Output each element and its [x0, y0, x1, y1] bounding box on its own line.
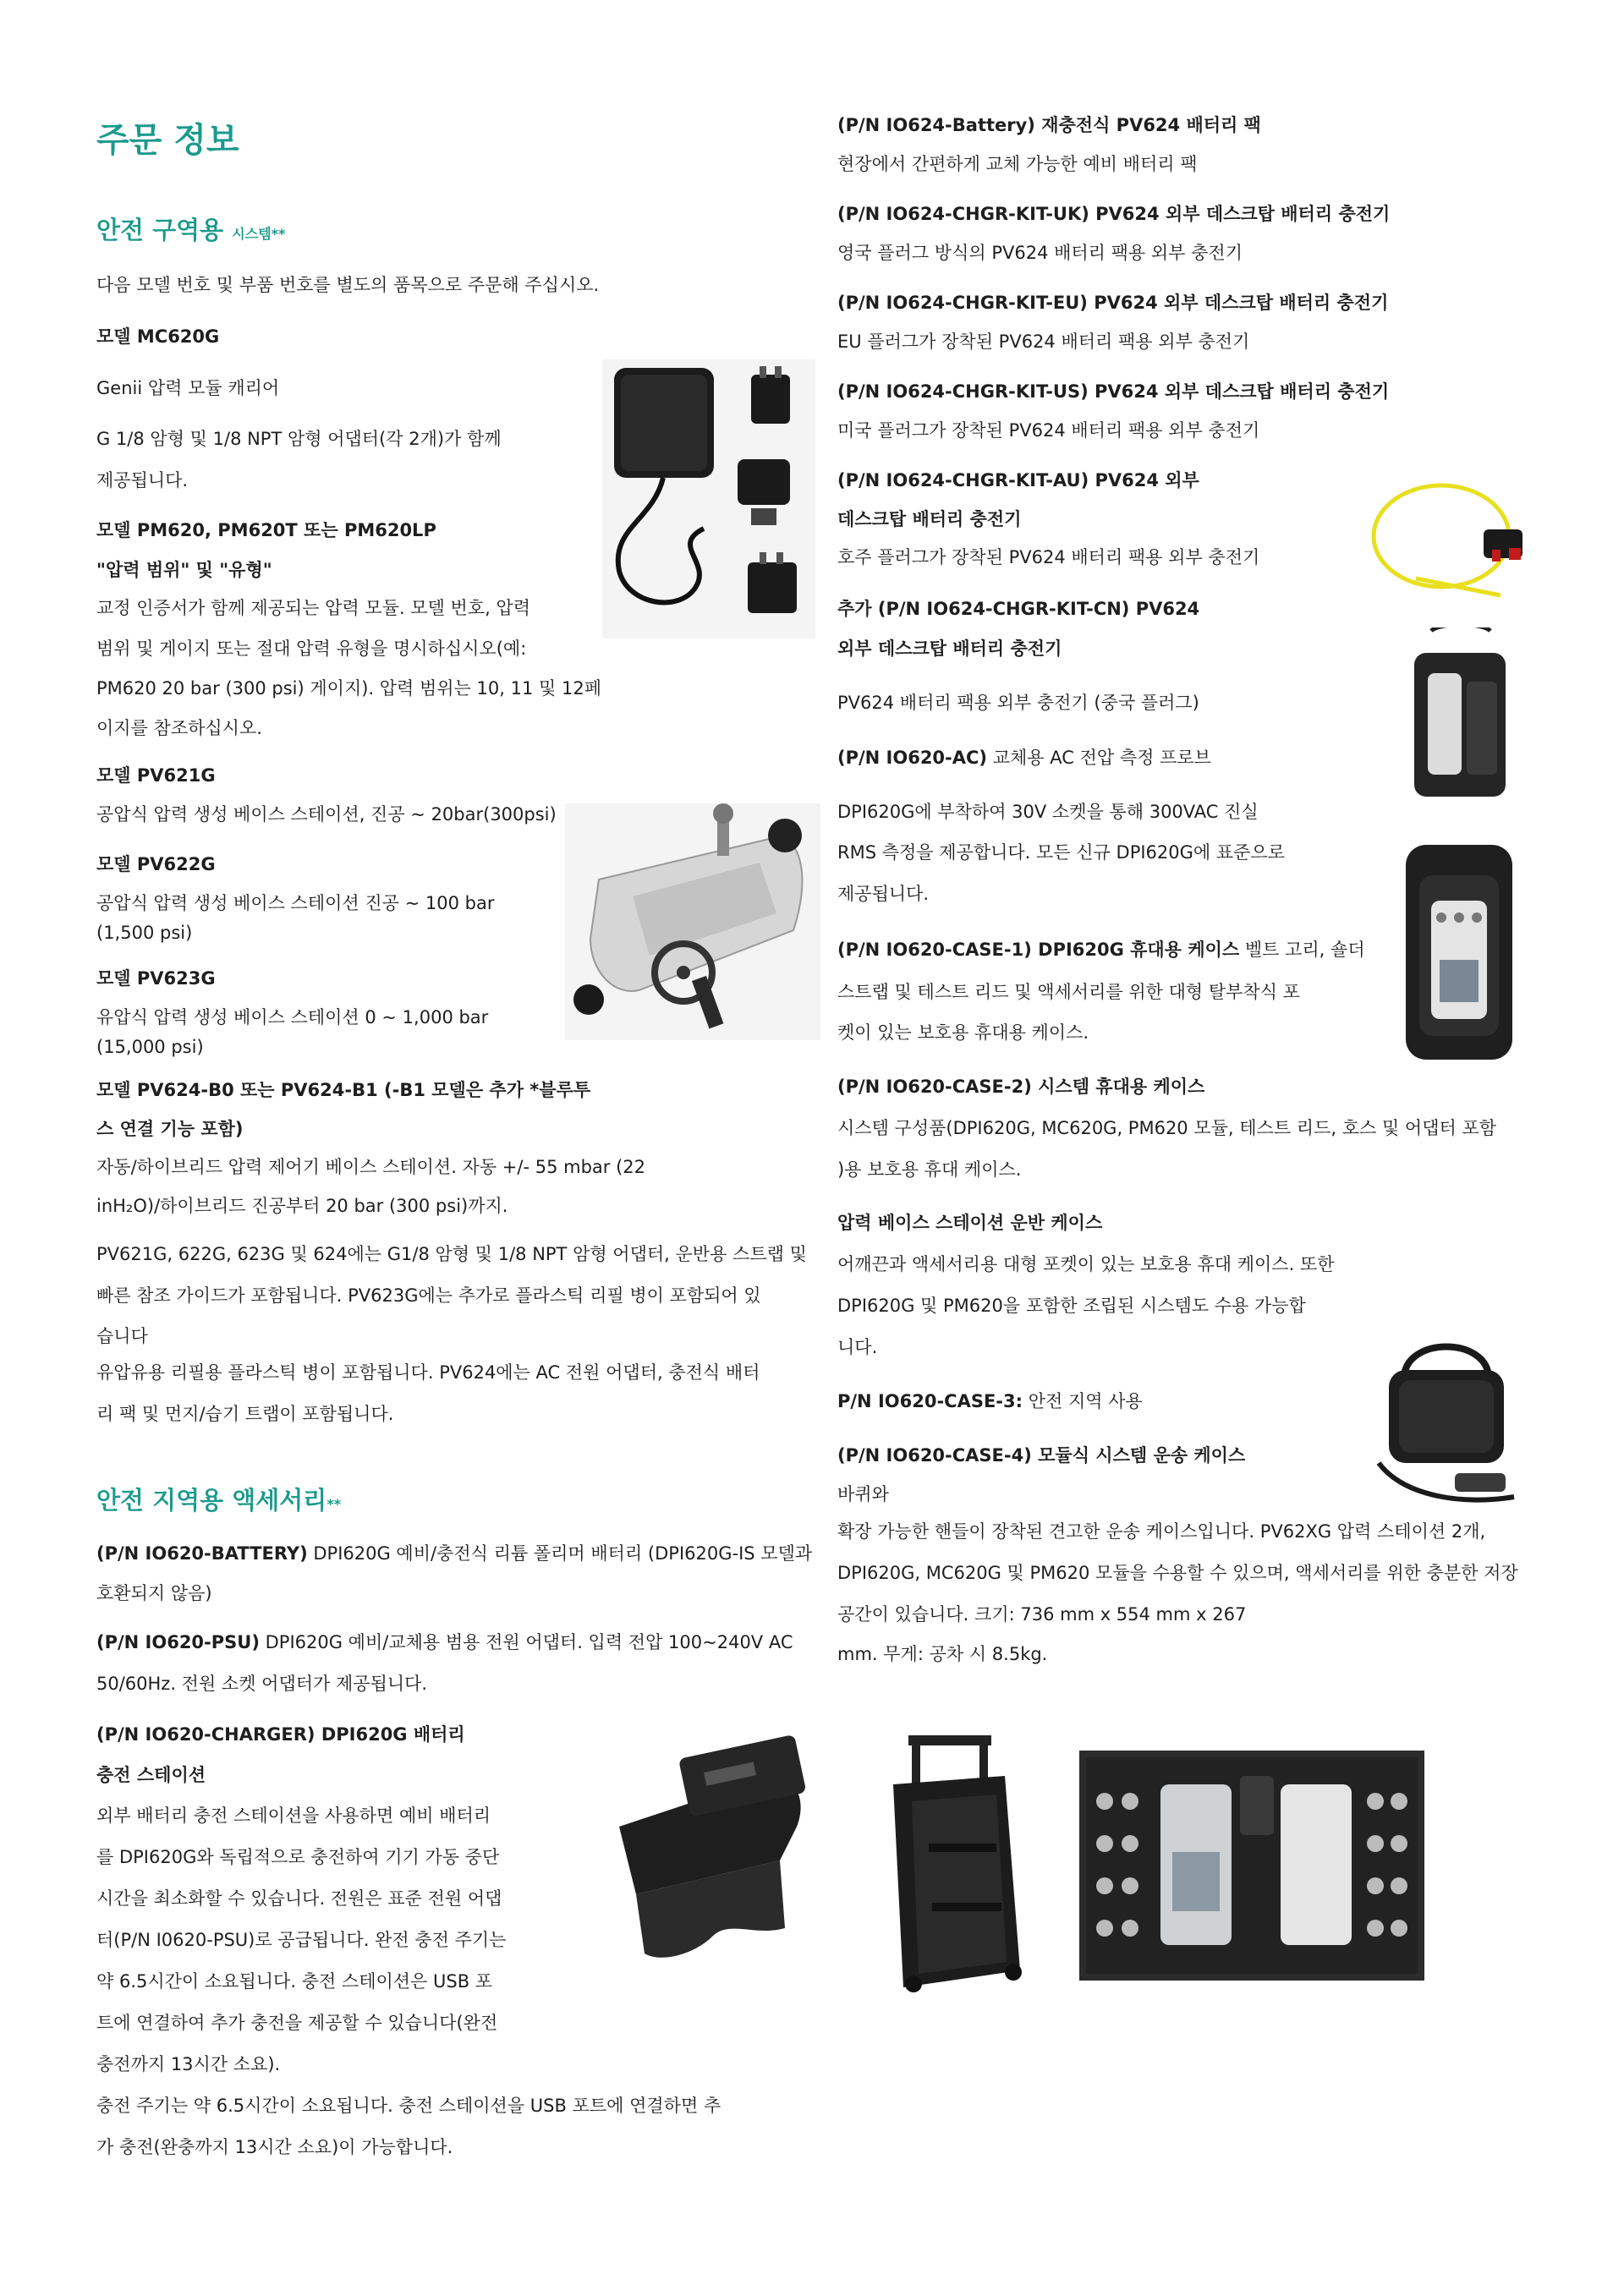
case2-title: (P/N IO620-CASE-2) 시스템 휴대용 케이스: [837, 1077, 1205, 1097]
case1-line-2: 스트랩 및 테스트 리드 및 액세서리를 위한 대형 탈부착식 포: [837, 982, 1300, 1002]
chgr-cn-desc: PV624 배터리 팩용 외부 충전기 (중국 플러그): [837, 693, 1199, 713]
io620-psu-line-2: 50/60Hz. 전원 소켓 어댑터가 제공됩니다.: [96, 1674, 428, 1694]
io624-battery-title: (P/N IO624-Battery) 재충전식 PV624 배터리 팩: [837, 115, 1261, 135]
charger-station-image: [585, 1725, 819, 1970]
io620-ac-desc-1: DPI620G에 부착하여 30V 소켓을 통해 300VAC 진실: [837, 802, 1259, 822]
chgr-au-title-2: 데스크탑 배터리 충전기: [837, 509, 1022, 529]
chgr-cn-title-2: 외부 데스크탑 배터리 충전기: [837, 638, 1062, 659]
pv623-title: 모델 PV623G: [96, 968, 216, 989]
base-station-case-image: [1370, 1328, 1519, 1522]
pv624-desc-2: inH₂O)/하이브리드 진공부터 20 bar (300 psi)까지.: [96, 1196, 508, 1216]
power-adapter-image: [602, 359, 815, 638]
charger-desc-6: 트에 연결하여 추가 충전을 제공할 수 있습니다(완전: [96, 2013, 498, 2033]
case2-desc-1: 시스템 구성품(DPI620G, MC620G, PM620 모듈, 테스트 리드, 호스 및 어댑터 포함: [837, 1118, 1497, 1138]
mc620g-title: 모델 MC620G: [96, 326, 220, 347]
case1-line-1: (P/N IO620-CASE-1) DPI620G 휴대용 케이스 벨트 고리, 숄더: [837, 940, 1365, 960]
charger-desc-9: 가 충전(완충까지 13시간 소요)이 가능합니다.: [96, 2137, 453, 2157]
ac-probe-image: [1365, 469, 1543, 612]
pm620-desc-4: 이지를 참조하십시오.: [96, 718, 262, 738]
pv623-desc-1: 유압식 압력 생성 베이스 스테이션 0 ~ 1,000 bar: [96, 1007, 489, 1027]
chgr-eu-title: (P/N IO624-CHGR-KIT-EU) PV624 외부 데스크탑 배터리 충전기: [837, 293, 1389, 313]
safe-zone-heading: 안전 구역용 시스템**: [96, 216, 286, 244]
pv622-desc-2: (1,500 psi): [96, 923, 193, 943]
pv-note-5: 리 팩 및 먼지/습기 트랩이 포함됩니다.: [96, 1404, 394, 1424]
pm620-subtitle: "압력 범위" 및 "유형": [96, 560, 272, 580]
base-case-title: 압력 베이스 스테이션 운반 케이스: [837, 1213, 1103, 1233]
chgr-uk-desc: 영국 플러그 방식의 PV624 배터리 팩용 외부 충전기: [837, 243, 1243, 263]
pv621-desc-1: 공압식 압력 생성 베이스 스테이션, 진공 ~ 20bar(300psi): [96, 804, 557, 825]
charger-desc-1: 외부 배터리 충전 스테이션을 사용하면 예비 배터리: [96, 1806, 491, 1826]
pm620-desc-2: 범위 및 게이지 또는 절대 압력 유형을 명시하십시오(예:: [96, 638, 527, 659]
pv624-title-2: 스 연결 기능 포함): [96, 1119, 244, 1139]
mc620g-desc-1: Genii 압력 모듈 캐리어: [96, 378, 280, 398]
io620-ac-desc-3: 제공됩니다.: [837, 884, 930, 904]
mc620g-desc-2: G 1/8 암형 및 1/8 NPT 암형 어댑터(각 2개)가 함께: [96, 429, 502, 449]
chgr-us-title: (P/N IO624-CHGR-KIT-US) PV624 외부 데스크탑 배터리 충전기: [837, 381, 1390, 402]
case4-desc-5: mm. 무게: 공차 시 8.5kg.: [837, 1644, 1048, 1664]
charger-desc-7: 충전까지 13시간 소요).: [96, 2054, 281, 2074]
charger-desc-3: 시간을 최소화할 수 있습니다. 전원은 표준 전원 어댑: [96, 1888, 502, 1909]
charger-desc-4: 터(P/N I0620-PSU)로 공급됩니다. 완전 충전 주기는: [96, 1930, 507, 1950]
safe-zone-heading-sub: 시스템**: [232, 226, 286, 242]
accessories-heading: 안전 지역용 액세서리**: [96, 1486, 342, 1515]
io620-battery-line-2: 호환되지 않음): [96, 1583, 212, 1603]
pv621-title: 모델 PV621G: [96, 765, 216, 786]
mc620g-desc-3: 제공됩니다.: [96, 470, 189, 490]
pressure-pump-image: [565, 803, 820, 1040]
io620-ac-title: (P/N IO620-AC) 교체용 AC 전압 측정 프로브: [837, 748, 1211, 768]
carrying-case-1-image: [1406, 627, 1514, 803]
chgr-uk-title: (P/N IO624-CHGR-KIT-UK) PV624 외부 데스크탑 배터리 충전기: [837, 204, 1391, 224]
io620-battery-line-1: (P/N IO620-BATTERY) DPI620G 예비/충전식 리튬 폴리머 배터리 (DPI620G-IS 모델과: [96, 1543, 813, 1564]
pv624-title-1: 모델 PV624-B0 또는 PV624-B1 (-B1 모델은 추가 *블루투: [96, 1080, 591, 1100]
pv624-desc-1: 자동/하이브리드 압력 제어기 베이스 스테이션. 자동 +/- 55 mbar (22: [96, 1157, 646, 1177]
open-transport-case-image: [1079, 1751, 1424, 1981]
pv-note-3: 습니다: [96, 1326, 148, 1346]
base-case-desc-2: DPI620G 및 PM620을 포함한 조립된 시스템도 수용 가능합: [837, 1296, 1306, 1316]
case4-desc-3: DPI620G, MC620G 및 PM620 모듈을 수용할 수 있으며, 액세서리를 위한 충분한 저장: [837, 1563, 1518, 1583]
pv-note-4: 유압유용 리필용 플라스틱 병이 포함됩니다. PV624에는 AC 전원 어댑터, 충전식 배터: [96, 1362, 760, 1383]
chgr-eu-desc: EU 플러그가 장착된 PV624 배터리 팩용 외부 충전기: [837, 332, 1250, 352]
rolling-case-image: [878, 1725, 1029, 1996]
pv622-title: 모델 PV622G: [96, 854, 216, 874]
charger-title-2: 충전 스테이션: [96, 1765, 206, 1785]
charger-desc-8: 충전 주기는 약 6.5시간이 소요됩니다. 충전 스테이션을 USB 포트에 연결하면 추: [96, 2096, 721, 2116]
accessories-heading-sub: **: [326, 1496, 342, 1512]
io620-ac-desc-2: RMS 측정을 제공합니다. 모든 신규 DPI620G에 표준으로: [837, 842, 1286, 863]
pm620-title: 모델 PM620, PM620T 또는 PM620LP: [96, 520, 436, 540]
pv622-desc-1: 공압식 압력 생성 베이스 스테이션 진공 ~ 100 bar: [96, 893, 495, 913]
open-case-image: [1402, 841, 1516, 1063]
case3-line: P/N IO620-CASE-3: 안전 지역 사용: [837, 1391, 1143, 1411]
chgr-au-title-1: (P/N IO624-CHGR-KIT-AU) PV624 외부: [837, 470, 1199, 490]
chgr-au-desc: 호주 플러그가 장착된 PV624 배터리 팩용 외부 충전기: [837, 547, 1260, 567]
pv-note-2: 빠른 참조 가이드가 포함됩니다. PV623G에는 추가로 플라스틱 리필 병이 포함되어 있: [96, 1285, 761, 1306]
case1-line-3: 켓이 있는 보호용 휴대용 케이스.: [837, 1022, 1089, 1043]
io620-psu-line-1: (P/N IO620-PSU) DPI620G 예비/교체용 범용 전원 어댑터. 입력 전압 100~240V AC: [96, 1632, 793, 1652]
base-case-desc-1: 어깨끈과 액세서리용 대형 포켓이 있는 보호용 휴대 케이스. 또한: [837, 1254, 1335, 1274]
base-case-desc-3: 니다.: [837, 1337, 878, 1357]
case4-desc-2: 확장 가능한 핸들이 장착된 견고한 운송 케이스입니다. PV62XG 압력 스테이션 2개,: [837, 1521, 1486, 1542]
chgr-cn-title-1: 추가 (P/N IO624-CHGR-KIT-CN) PV624: [837, 599, 1200, 619]
case4-desc-4: 공간이 있습니다. 크기: 736 mm x 554 mm x 267: [837, 1604, 1247, 1625]
intro-text: 다음 모델 번호 및 부품 번호를 별도의 품목으로 주문해 주십시오.: [96, 275, 600, 295]
charger-title-1: (P/N IO620-CHARGER) DPI620G 배터리: [96, 1724, 465, 1745]
case4-desc-1: 바퀴와: [837, 1484, 889, 1504]
pm620-desc-3: PM620 20 bar (300 psi) 게이지). 압력 범위는 10, 11 및 12페: [96, 678, 601, 699]
pv623-desc-2: (15,000 psi): [96, 1037, 204, 1057]
page-title: 주문 정보: [96, 121, 239, 160]
case4-title: (P/N IO620-CASE-4) 모듈식 시스템 운송 케이스: [837, 1445, 1246, 1466]
pv-note-1: PV621G, 622G, 623G 및 624에는 G1/8 암형 및 1/8 NPT 암형 어댑터, 운반용 스트랩 및: [96, 1244, 807, 1264]
case2-desc-2: )용 보호용 휴대 케이스.: [837, 1159, 1022, 1180]
charger-desc-2: 를 DPI620G와 독립적으로 충전하여 기기 가동 중단: [96, 1847, 500, 1867]
charger-desc-5: 약 6.5시간이 소요됩니다. 충전 스테이션은 USB 포: [96, 1971, 493, 1992]
chgr-us-desc: 미국 플러그가 장착된 PV624 배터리 팩용 외부 충전기: [837, 420, 1260, 441]
pm620-desc-1: 교정 인증서가 함께 제공되는 압력 모듈. 모델 번호, 압력: [96, 598, 531, 618]
io624-battery-desc: 현장에서 간편하게 교체 가능한 예비 배터리 팩: [837, 154, 1198, 174]
